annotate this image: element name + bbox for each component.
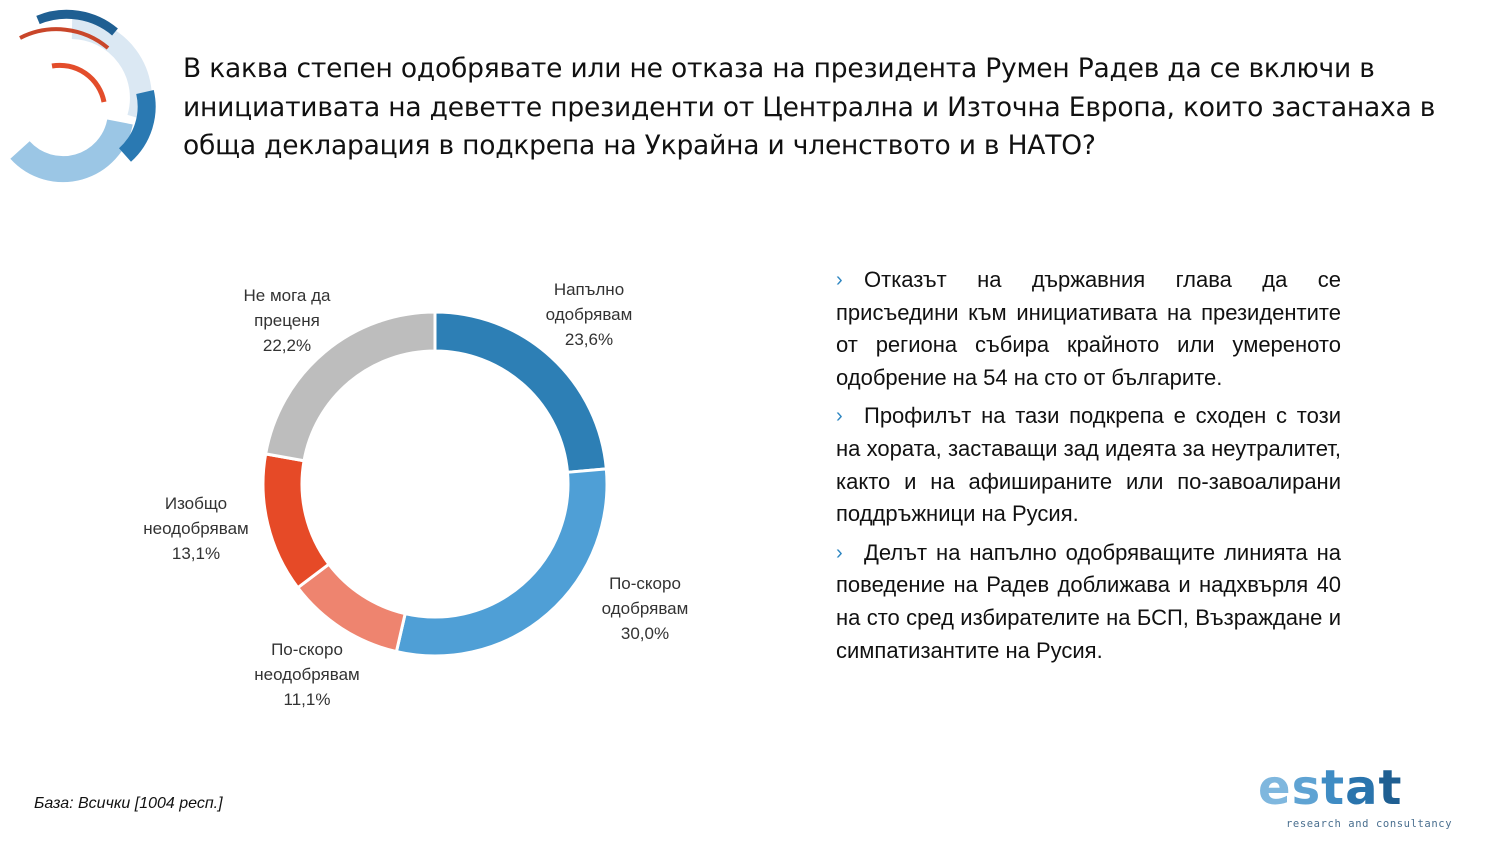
base-note: База: Всички [1004 респ.]: [34, 795, 223, 812]
slice-category-label: неодобрявам: [254, 665, 360, 684]
donut-slice: [263, 454, 329, 588]
logo-tagline: research and consultancy: [1286, 818, 1453, 830]
slice-value-label: 22,2%: [262, 336, 312, 355]
bullet-item: [836, 400, 1341, 530]
donut-slice: [396, 469, 607, 656]
slice-value-label: 13,1%: [171, 544, 221, 563]
page-title: В каква степен одобрявате или не отказа на президента Румен Радев да се включи в инициативата на деветте президенти от Централна и Източна Европа, които застанаха в обща декларация в подкрепа на Украйна и членството и в НАТО?: [183, 53, 1436, 161]
bullet-text: Делът на напълно одобряващите линията на поведение на Радев доближава и надхвърля 40 на сто сред избирателите на БСП, Възраждане и симпатизантите на Русия.: [836, 539, 1341, 663]
chevron-right-icon: ›: [836, 541, 843, 564]
slice-category-label: Не мога да: [243, 286, 331, 305]
logo-wordmark: estat: [1258, 760, 1403, 816]
slice-category-label: неодобрявам: [143, 519, 249, 538]
slice-value-label: 11,1%: [283, 690, 331, 709]
donut-slice: [266, 312, 435, 461]
slice-category-label: Изобщо: [164, 494, 228, 513]
bullet-item: [836, 264, 1341, 394]
slice-category-label: По-скоро: [271, 640, 343, 659]
bullet-text: Отказът на държавния глава да се присъедини към инициативата на президентите от региона събира крайното или умереното одобрение на 54 на сто от българите.: [836, 267, 1341, 390]
chevron-right-icon: ›: [836, 269, 843, 291]
donut-chart: [0, 0, 800, 760]
bullet-list: [836, 264, 1341, 673]
slice-value-label: 23,6%: [564, 330, 614, 349]
slice-value-label: 30,0%: [620, 624, 670, 643]
slice-category-label: одобрявам: [545, 305, 633, 324]
slice-category-label: одобрявам: [601, 599, 689, 618]
slice-category-label: Напълно: [553, 280, 625, 299]
slice-category-label: По-скоро: [609, 574, 681, 593]
slice-category-label: преценя: [254, 311, 320, 330]
bullet-item: [836, 537, 1341, 667]
estat-logo: [1256, 760, 1476, 832]
chevron-right-icon: ›: [836, 405, 843, 428]
bullet-text: Профилът на тази подкрепа е сходен с този на хората, заставащи зад идеята за неутралитет, както и на афишираните или по-завоалирани поддръжници на Русия.: [836, 403, 1341, 527]
